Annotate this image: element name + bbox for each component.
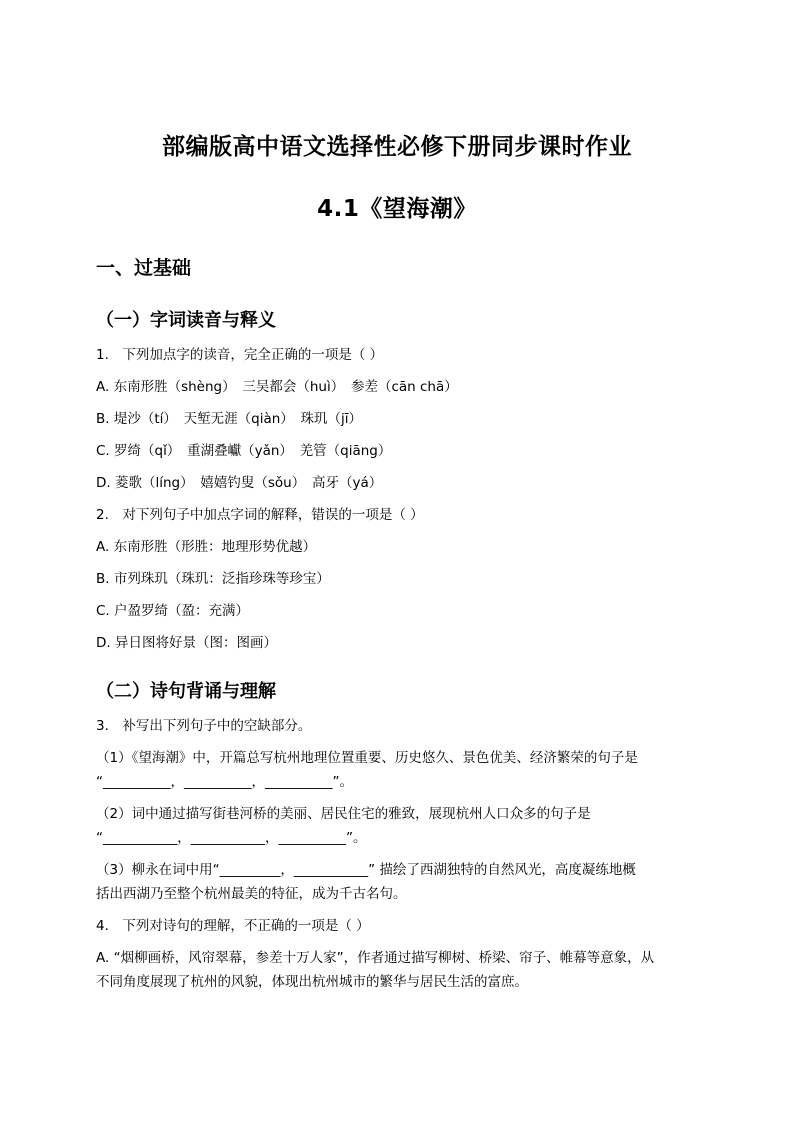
subsection-heading-words: （一）字词读音与释义 [96,310,276,331]
question-3-part-2: （2）词中通过描写街巷河桥的美丽、居民住宅的雅致，展现杭州人口众多的句子是 [96,806,591,822]
question-4: 4. 下列对诗句的理解，不正确的一项是（ ） [96,918,370,934]
question-3-part-1: （1）《望海潮》中，开篇总写杭州地理位置重要、历史悠久、景色优美、经济繁荣的句子是 [96,750,638,766]
question-3: 3. 补写出下列句子中的空缺部分。 [96,718,312,734]
question-1-option-b: B. 堤沙（tí） 天堑无涯（qiàn） 珠玑（jī） [96,411,363,427]
question-1-option-c: C. 罗绮（qǐ） 重湖叠巘（yǎn） 羌管（qiāng） [96,443,392,459]
question-1-option-a: A. 东南形胜（shèng） 三吴都会（huì） 参差（cān chā） [96,379,458,395]
question-2-option-b: B. 市列珠玑（珠玑：泛指珍珠等珍宝） [96,571,330,587]
question-1: 1. 下列加点字的读音，完全正确的一项是（ ） [96,347,384,363]
subsection-heading-recitation: （二）诗句背诵与理解 [96,681,276,702]
question-4-option-a: A. “烟柳画桥，风帘翠幕，参差十万人家”，作者通过描写柳树、桥梁、帘子、帷幕等意象，从 [96,950,655,966]
question-2-option-a: A. 东南形胜（形胜：地理形势优越） [96,539,317,555]
question-3-part-1-blanks: “__________，__________，__________”。 [96,774,353,790]
question-2-option-c: C. 户盈罗绮（盈：充满） [96,603,250,619]
lesson-title: 4.1《望海潮》 [317,196,477,222]
document-title: 部编版高中语文选择性必修下册同步课时作业 [162,134,632,160]
question-2-option-d: D. 异日图将好景（图：图画） [96,635,277,651]
question-3-part-3: （3）柳永在词中用“_________，___________” 描绘了西湖独特的自然风光，高度凝练地概 [96,862,636,878]
question-4-option-a-cont: 不同角度展现了杭州的风貌，体现出杭州城市的繁华与居民生活的富庶。 [96,974,528,990]
question-3-part-2-blanks: “___________，___________，__________”。 [96,830,367,846]
section-heading-basics: 一、过基础 [96,257,192,279]
question-2: 2. 对下列句子中加点字词的解释，错误的一项是（ ） [96,507,424,523]
question-1-option-d: D. 菱歌（líng） 嬉嬉钓叟（sǒu） 高牙（yá） [96,475,383,491]
question-3-part-3-cont: 括出西湖乃至整个杭州最美的特征，成为千古名句。 [96,886,407,902]
